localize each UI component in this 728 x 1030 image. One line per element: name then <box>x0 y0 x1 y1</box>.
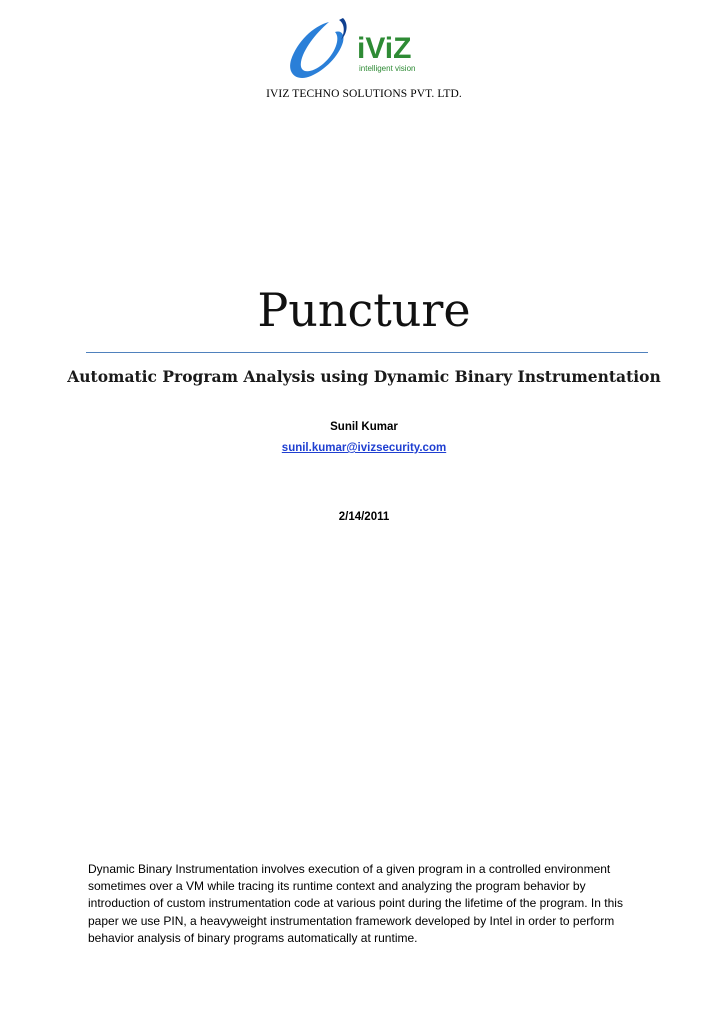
title-divider <box>86 352 648 353</box>
logo-dot <box>318 41 328 51</box>
company-logo <box>283 16 433 86</box>
document-title: Puncture <box>257 283 471 337</box>
logo-graphic <box>283 16 433 86</box>
company-name: IVIZ TECHNO SOLUTIONS PVT. LTD. <box>266 88 462 100</box>
logo-tagline: intelligent vision <box>359 64 416 73</box>
logo-swoosh <box>290 22 343 78</box>
abstract-paragraph: Dynamic Binary Instrumentation involves execution of a given program in a controlled environment sometimes over a VM while tracing its runtime context and analyzing the program behavior by introduction of custom instrumentation code at various point during the lifetime of the program. In this paper we use PIN, a heavyweight instrumentation framework developed by Intel in order to perform behavior analysis of binary programs automatically at runtime. <box>88 862 623 945</box>
author-email-container <box>0 442 728 454</box>
document-date: 2/14/2011 <box>338 511 390 523</box>
author-name: Sunil Kumar <box>330 421 398 433</box>
logo-brand-text: iViZ <box>357 32 412 65</box>
author-email-link[interactable]: sunil.kumar@ivizsecurity.com <box>281 442 447 454</box>
document-subtitle: Automatic Program Analysis using Dynamic Binary Instrumentation <box>67 367 661 386</box>
